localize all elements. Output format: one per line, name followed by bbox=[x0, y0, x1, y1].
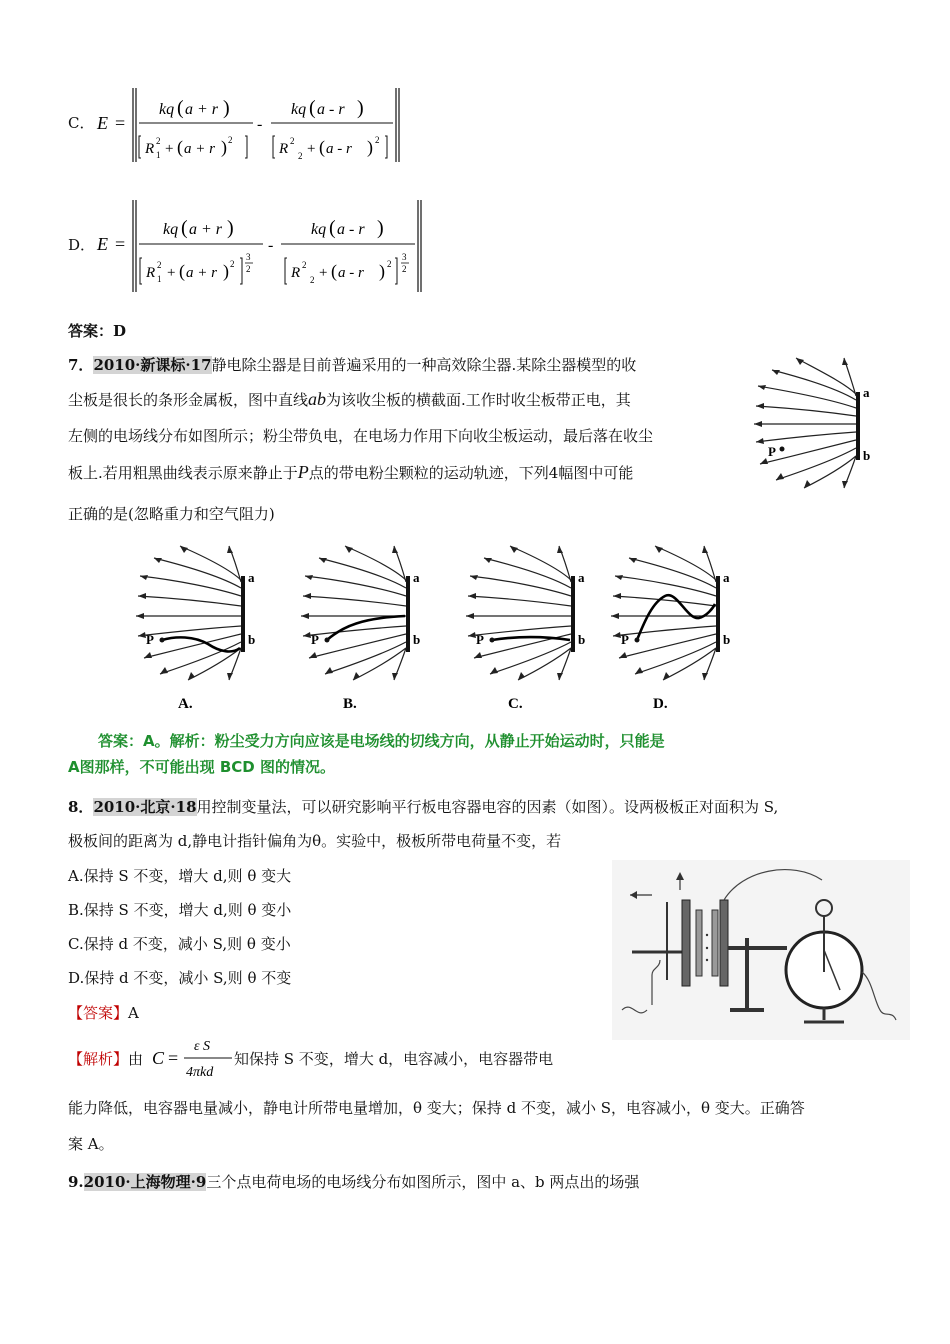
field-arrowhead bbox=[138, 632, 146, 638]
option-b-figure bbox=[293, 540, 438, 715]
label-p: P bbox=[621, 632, 629, 647]
field-line bbox=[468, 596, 571, 606]
num1-paren-open: ( bbox=[181, 217, 188, 239]
option-label: D. bbox=[653, 696, 668, 712]
formula-d-eq: = bbox=[115, 234, 126, 254]
field-line bbox=[305, 576, 406, 596]
num2-inner: a - r bbox=[337, 221, 365, 238]
den1-sup2: 2 bbox=[230, 259, 235, 269]
label-a: a bbox=[863, 385, 870, 400]
label-p: P bbox=[476, 632, 484, 647]
den2-R: R bbox=[291, 265, 301, 281]
field-arrowhead bbox=[466, 613, 474, 619]
field-arrowhead bbox=[474, 652, 482, 658]
den2-sup2: 2 bbox=[387, 259, 392, 269]
label-a: a bbox=[248, 570, 255, 585]
field-arrowhead bbox=[611, 613, 619, 619]
field-line bbox=[319, 558, 406, 588]
field-arrowhead bbox=[154, 558, 162, 563]
num2-paren-close: ) bbox=[377, 217, 384, 239]
field-arrowhead bbox=[629, 558, 637, 563]
q8-option-b: B.保持 S 不变，增大 d,则 θ 变小 bbox=[68, 901, 292, 919]
q9-source-tag: 2010·上海物理·9 bbox=[83, 1173, 207, 1191]
den2-R: R bbox=[279, 141, 289, 157]
field-line bbox=[303, 596, 406, 606]
q7-line1 bbox=[68, 354, 636, 375]
den2-sub: 2 bbox=[310, 275, 315, 285]
plate-left-inner bbox=[696, 910, 702, 976]
field-arrowhead bbox=[303, 593, 311, 599]
num2-kq: kq bbox=[291, 101, 307, 118]
den2-plus: + bbox=[307, 141, 316, 157]
field-line bbox=[619, 634, 716, 658]
den1-sup2: 2 bbox=[228, 135, 233, 145]
den2-bracket-left bbox=[273, 136, 275, 158]
q7-options-row bbox=[128, 540, 731, 715]
den2-paren-close: ) bbox=[379, 261, 385, 281]
num2-paren-close: ) bbox=[357, 97, 364, 119]
field-arrowhead bbox=[484, 558, 492, 563]
label-b: b bbox=[248, 632, 256, 647]
q8-apparatus-figure bbox=[612, 860, 910, 1040]
plate-right bbox=[720, 900, 728, 986]
field-arrowhead bbox=[325, 667, 333, 674]
q7-var-ab: ab bbox=[308, 389, 327, 409]
den2-sub: 2 bbox=[298, 151, 303, 161]
den1-R: R bbox=[146, 265, 156, 281]
den2-inner: a - r bbox=[338, 265, 364, 281]
label-p: P bbox=[768, 444, 776, 459]
den1-inner: a + r bbox=[184, 141, 215, 157]
label-b: b bbox=[863, 448, 871, 463]
q7-var-p: P bbox=[297, 462, 309, 482]
option-label: A. bbox=[178, 696, 193, 712]
q8-answer bbox=[68, 1002, 139, 1023]
num2-paren-open: ( bbox=[329, 217, 336, 239]
q7-number: 7． bbox=[68, 356, 94, 374]
q8-option-c: C.保持 d 不变，减小 S,则 θ 变小 bbox=[68, 935, 291, 953]
formula-num: ε S bbox=[194, 1039, 211, 1054]
q8-option-a: A.保持 S 不变，增大 d,则 θ 变大 bbox=[68, 867, 292, 885]
num1-paren-open: ( bbox=[177, 97, 184, 119]
q8-analysis-tag: 【解析】 bbox=[68, 1050, 129, 1068]
den1-plus: + bbox=[167, 265, 176, 281]
q7-field-figure bbox=[748, 352, 888, 492]
field-line bbox=[140, 576, 241, 596]
pow1-den: 2 bbox=[246, 264, 251, 274]
den2-inner: a - r bbox=[326, 141, 352, 157]
q7-answer-line2: A图那样，不可能出现 BCD 图的情况。 bbox=[68, 758, 335, 776]
q7-text-1: 静电除尘器是目前普遍采用的一种高效除尘器.某除尘器模型的收 bbox=[211, 356, 637, 374]
den2-bracket-right bbox=[385, 136, 387, 158]
field-line bbox=[490, 642, 571, 674]
field-arrowhead bbox=[468, 632, 476, 638]
label-p: P bbox=[146, 632, 154, 647]
field-arrowhead bbox=[619, 652, 627, 658]
field-arrowhead bbox=[160, 667, 168, 674]
label-a: a bbox=[723, 570, 730, 585]
label-b: b bbox=[723, 632, 731, 647]
field-arrowhead bbox=[345, 546, 353, 553]
den1-R: R bbox=[145, 141, 155, 157]
option-c-figure bbox=[458, 540, 603, 715]
num1-paren-close: ) bbox=[227, 217, 234, 239]
formula-c-svg bbox=[95, 80, 415, 170]
q7-text-2b: 为该收尘板的横截面.工作时收尘板带正电，其 bbox=[326, 391, 631, 409]
den1-paren-open: ( bbox=[177, 137, 183, 157]
q8-source-tag: 2010·北京·18 bbox=[93, 798, 197, 816]
label-p: P bbox=[311, 632, 319, 647]
field-arrowhead bbox=[468, 593, 476, 599]
den1-bracket-left bbox=[140, 258, 142, 284]
den2-sup2: 2 bbox=[375, 135, 380, 145]
field-arrowhead bbox=[635, 667, 643, 674]
formula-c-eq: = bbox=[115, 113, 126, 133]
formula-eq: = bbox=[168, 1048, 179, 1068]
den2-paren-open: ( bbox=[319, 137, 325, 157]
q8-analysis-line1 bbox=[68, 1048, 143, 1069]
num2-kq: kq bbox=[311, 221, 327, 238]
q7-line5: 正确的是(忽略重力和空气阻力) bbox=[68, 505, 275, 523]
point-p bbox=[160, 638, 165, 643]
den2-paren-open: ( bbox=[331, 261, 337, 281]
field-arrowhead bbox=[303, 632, 311, 638]
num1-paren-close: ) bbox=[223, 97, 230, 119]
plate-right-inner bbox=[712, 910, 718, 976]
field-arrowhead bbox=[319, 558, 327, 563]
particle-trajectory bbox=[492, 637, 570, 640]
num2-inner: a - r bbox=[317, 101, 345, 118]
answer-q6: 答案：D bbox=[68, 322, 127, 340]
q9-number: 9. bbox=[68, 1173, 84, 1191]
den2-plus: + bbox=[319, 265, 328, 281]
q7-text-2a: 尘板是很长的条形金属板，图中直线 bbox=[68, 391, 309, 409]
q8-capacitance-formula bbox=[150, 1032, 236, 1086]
field-arrowhead bbox=[613, 632, 621, 638]
den1-inner: a + r bbox=[186, 265, 217, 281]
formula-C: C bbox=[152, 1048, 165, 1068]
formula-den: 4πkd bbox=[186, 1065, 214, 1080]
q8-text-1: 用控制变量法，可以研究影响平行板电容器电容的因素（如图）。设两极板正对面积为 S, bbox=[196, 798, 779, 816]
point-p bbox=[780, 447, 785, 452]
point-p bbox=[635, 638, 640, 643]
den1-sup: 2 bbox=[157, 260, 162, 270]
field-lines bbox=[754, 358, 856, 488]
den1-bracket-right bbox=[240, 258, 242, 284]
q7-line3: 左侧的电场线分布如图所示；粉尘带负电，在电场力作用下向收尘板运动，最后落在收尘 bbox=[68, 427, 654, 445]
field-arrowhead bbox=[655, 546, 663, 553]
q8-line1 bbox=[68, 796, 778, 817]
field-line bbox=[470, 576, 571, 596]
num1-kq: kq bbox=[159, 101, 175, 118]
q7-line4 bbox=[68, 462, 633, 483]
field-line bbox=[629, 558, 716, 588]
q8-analysis-line3: 案 A。 bbox=[68, 1135, 114, 1153]
den1-sub: 1 bbox=[156, 150, 161, 160]
den1-sup: 2 bbox=[156, 136, 161, 146]
field-arrowhead bbox=[309, 652, 317, 658]
q7-line2 bbox=[68, 389, 631, 410]
den1-bracket-right bbox=[245, 136, 247, 158]
num1-inner: a + r bbox=[189, 221, 223, 238]
q7-text-4b: 点的带电粉尘颗粒的运动轨迹，下列4幅图中可能 bbox=[308, 464, 634, 482]
option-d-figure bbox=[603, 540, 748, 715]
formula-c-minus: - bbox=[257, 116, 263, 133]
q7-answer-line1: 答案：A。解析：粉尘受力方向应该是电场线的切线方向，从静止开始运动时，只能是 bbox=[98, 732, 665, 750]
den1-plus: + bbox=[165, 141, 174, 157]
particle-trajectory bbox=[327, 616, 405, 640]
field-arrowhead bbox=[613, 593, 621, 599]
num2-paren-open: ( bbox=[309, 97, 316, 119]
field-line bbox=[160, 642, 241, 674]
option-c-label: C． bbox=[68, 114, 95, 132]
num1-kq: kq bbox=[163, 221, 179, 238]
field-line bbox=[353, 648, 406, 680]
q8-analysis-post: 知保持 S 不变，增大 d，电容减小，电容器带电 bbox=[234, 1050, 554, 1068]
point-p bbox=[325, 638, 330, 643]
q8-answer-tag: 【答案】 bbox=[68, 1004, 129, 1022]
label-a: a bbox=[413, 570, 420, 585]
question-9 bbox=[68, 1171, 639, 1192]
option-a-figure bbox=[128, 540, 273, 715]
den1-paren-open: ( bbox=[179, 261, 185, 281]
formula-d-minus: - bbox=[268, 237, 274, 254]
den2-bracket-left bbox=[285, 258, 287, 284]
den1-paren-close: ) bbox=[223, 261, 229, 281]
pow1-num: 3 bbox=[246, 252, 251, 262]
field-arrowhead bbox=[301, 613, 309, 619]
field-line bbox=[138, 596, 241, 606]
field-line bbox=[663, 648, 716, 680]
q7-text-4a: 板上.若用粗黑曲线表示原来静止于 bbox=[68, 464, 298, 482]
field-line bbox=[325, 642, 406, 674]
num1-inner: a + r bbox=[185, 101, 219, 118]
q8-answer-value: A bbox=[128, 1004, 139, 1022]
field-line bbox=[188, 648, 241, 680]
field-arrowhead bbox=[138, 593, 146, 599]
field-line bbox=[154, 558, 241, 588]
field-arrowhead bbox=[136, 613, 144, 619]
field-arrowhead bbox=[144, 652, 152, 658]
option-d-label: D． bbox=[68, 236, 96, 254]
label-a: a bbox=[578, 570, 585, 585]
label-b: b bbox=[413, 632, 421, 647]
q9-text-1: 三个点电荷电场的电场线分布如图所示，图中 a、b 两点出的场强 bbox=[206, 1173, 640, 1191]
q8-number: 8． bbox=[68, 798, 94, 816]
field-line bbox=[635, 642, 716, 674]
field-arrowhead bbox=[490, 667, 498, 674]
den2-sup: 2 bbox=[290, 136, 295, 146]
field-line bbox=[484, 558, 571, 588]
option-label: B. bbox=[343, 696, 357, 712]
label-b: b bbox=[578, 632, 586, 647]
field-line bbox=[309, 634, 406, 658]
q8-analysis-line2: 能力降低，电容器电量减小，静电计所带电量增加，θ 变大；保持 d 不变，减小 S，电容减小，θ 变大。正确答 bbox=[68, 1099, 805, 1117]
field-line bbox=[615, 576, 716, 596]
pow2-den: 2 bbox=[402, 264, 407, 274]
den1-paren-close: ) bbox=[221, 137, 227, 157]
q8-analysis-pre: 由 bbox=[128, 1050, 144, 1068]
field-line bbox=[518, 648, 571, 680]
formula-c-lhs: E bbox=[97, 113, 108, 133]
q7-source-tag: 2010·新课标·17 bbox=[93, 356, 212, 374]
plate-left bbox=[682, 900, 690, 986]
den2-sup: 2 bbox=[302, 260, 307, 270]
field-arrowhead bbox=[510, 546, 518, 553]
option-label: C. bbox=[508, 696, 523, 712]
den1-sub: 1 bbox=[157, 274, 162, 284]
point-p bbox=[490, 638, 495, 643]
den2-paren-close: ) bbox=[367, 137, 373, 157]
q8-option-d: D.保持 d 不变，减小 S,则 θ 不变 bbox=[68, 969, 292, 987]
formula-d-svg bbox=[95, 196, 435, 296]
pow2-num: 3 bbox=[402, 252, 407, 262]
den2-bracket-right bbox=[395, 258, 397, 284]
particle-trajectory bbox=[637, 595, 715, 640]
den1-bracket-left bbox=[139, 136, 141, 158]
q8-line2: 极板间的距离为 d,静电计指针偏角为θ。实验中，极板所带电荷量不变，若 bbox=[68, 832, 562, 850]
formula-d-lhs: E bbox=[97, 234, 108, 254]
